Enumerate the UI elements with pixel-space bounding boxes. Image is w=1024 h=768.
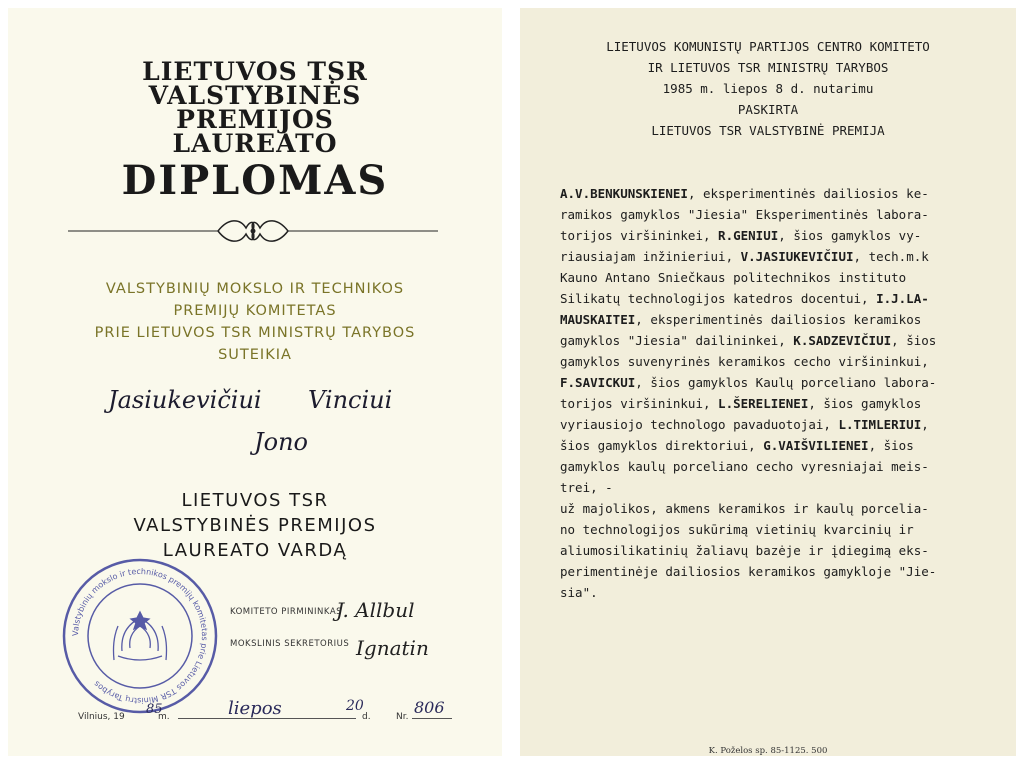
heading-line: VALSTYBINĖS xyxy=(148,81,362,110)
decree-body-line: gamyklos suvenyrinės keramikos cecho viršininkui, xyxy=(560,354,929,369)
decree-header-line: IR LIETUVOS TSR MINISTRŲ TARYBOS xyxy=(647,60,889,75)
secretary-label: MOKSLINIS SEKRETORIUS xyxy=(230,639,350,649)
laureate-title-line: LAUREATO VARDĄ xyxy=(162,540,348,561)
decree-body-line: perimentinėje dailiosios keramikos gamykloje "Jie- xyxy=(560,564,937,579)
decree-body-line: gamyklos "Jiesia" dailininkei, K.SADZEVIČIUI, šios xyxy=(560,333,937,348)
decree-body-line: riausiajam inžinieriui, V.JASIUKEVIČIUI, tech.m.k xyxy=(560,249,929,264)
city-label: Vilnius, 19 xyxy=(78,712,125,722)
month-handwritten: liepos xyxy=(228,698,282,719)
heading-line: LAUREATO xyxy=(172,129,338,158)
decree-body-line: torijos viršininkui, L.ŠERELIENEI, šios gamyklos xyxy=(560,396,922,411)
printer-imprint: K. Poželos sp. 85-1125. 500 xyxy=(708,746,828,756)
year-handwritten: 85 xyxy=(146,702,163,717)
laureate-title-line: LIETUVOS TSR xyxy=(181,490,329,511)
decree-body xyxy=(560,183,1010,603)
decree-body-line: Kauno Antano Sniečkaus politechnikos instituto xyxy=(560,270,907,285)
day-suffix: d. xyxy=(362,712,371,722)
recipient-father-name: Jono xyxy=(254,428,308,456)
ornament-divider xyxy=(68,216,438,246)
chairman-label: KOMITETO PIRMININKAS xyxy=(230,607,343,617)
coat-of-arms-icon xyxy=(114,612,167,660)
decree-body-line: vyriausiojo technologo pavaduotojai, L.TIMLERIUI, xyxy=(560,417,929,432)
number-handwritten: 806 xyxy=(414,698,445,717)
heading-line: PREMIJOS xyxy=(176,105,334,134)
day-handwritten: 20 xyxy=(346,698,364,714)
decree-body-line: aliumosilikatinių žaliavų bazėje ir įdiegimą eks- xyxy=(560,543,929,558)
official-stamp xyxy=(60,556,220,716)
decree-header-line: LIETUVOS TSR VALSTYBINĖ PREMIJA xyxy=(651,123,885,138)
decree-body-line: A.V.BENKUNSKIENEI, eksperimentinės dailiosios ke- xyxy=(560,186,929,201)
decree-header xyxy=(520,36,1016,141)
diploma-heading xyxy=(8,57,502,204)
heading-line: LIETUVOS TSR xyxy=(142,57,368,86)
decree-body-line: ramikos gamyklos "Jiesia" Eksperimentinės labora- xyxy=(560,207,929,222)
decree-body-line: MAUSKAITEI, eksperimentinės dailiosios keramikos xyxy=(560,312,922,327)
chairman-signature: J. Allbul xyxy=(336,598,415,622)
decree-body-line: F.SAVICKUI, šios gamyklos Kaulų porceliano labora- xyxy=(560,375,937,390)
decree-body-line: trei, - xyxy=(560,480,613,495)
recipient-given-name: Vinciui xyxy=(308,386,393,414)
svg-text:Valstybinių mokslo ir techniko xyxy=(71,567,209,705)
decree-body-line: šios gamyklos direktoriui, G.VAIŠVILIENEI, šios xyxy=(560,438,914,453)
committee-text xyxy=(8,278,502,366)
decree-body-line: Silikatų technologijos katedros docentui, I.J.LA- xyxy=(560,291,929,306)
committee-line: PREMIJŲ KOMITETAS xyxy=(173,303,337,319)
year-suffix: m. xyxy=(158,712,170,722)
decree-body-line: sia". xyxy=(560,585,598,600)
decree-body-line: gamyklos kaulų porceliano cecho vyresniajai meis- xyxy=(560,459,929,474)
secretary-signature: Ignatin xyxy=(356,636,429,660)
decree-header-line: PASKIRTA xyxy=(737,102,799,117)
decree-page xyxy=(520,8,1016,756)
number-underline xyxy=(412,718,452,719)
diploma-title: DIPLOMAS xyxy=(121,157,389,204)
decree-body-line: torijos viršininkei, R.GENIUI, šios gamyklos vy- xyxy=(560,228,922,243)
committee-line: VALSTYBINIŲ MOKSLO IR TECHNIKOS xyxy=(105,281,405,297)
stamp-text: Valstybinių mokslo ir technikos premijų komitetas prie Lietuvos TSR Ministrų Tarybos xyxy=(70,566,210,706)
laureate-title xyxy=(8,488,502,563)
committee-line: SUTEIKIA xyxy=(218,347,292,363)
recipient-surname: Jasiukevičiui xyxy=(108,386,262,414)
decree-header-line: LIETUVOS KOMUNISTŲ PARTIJOS CENTRO KOMITETO xyxy=(606,39,930,54)
committee-line: PRIE LIETUVOS TSR MINISTRŲ TARYBOS xyxy=(94,325,416,341)
decree-header-line: 1985 m. liepos 8 d. nutarimu xyxy=(662,81,874,96)
number-label: Nr. xyxy=(396,712,409,722)
decree-body-line: už majolikos, akmens keramikos ir kaulų porcelia- xyxy=(560,501,929,516)
decree-body-line: no technologijos sukūrimą vietinių kvarcinių ir xyxy=(560,522,914,537)
diploma-page xyxy=(8,8,502,756)
diploma-footer xyxy=(78,698,458,724)
laureate-title-line: VALSTYBINĖS PREMIJOS xyxy=(133,515,377,536)
